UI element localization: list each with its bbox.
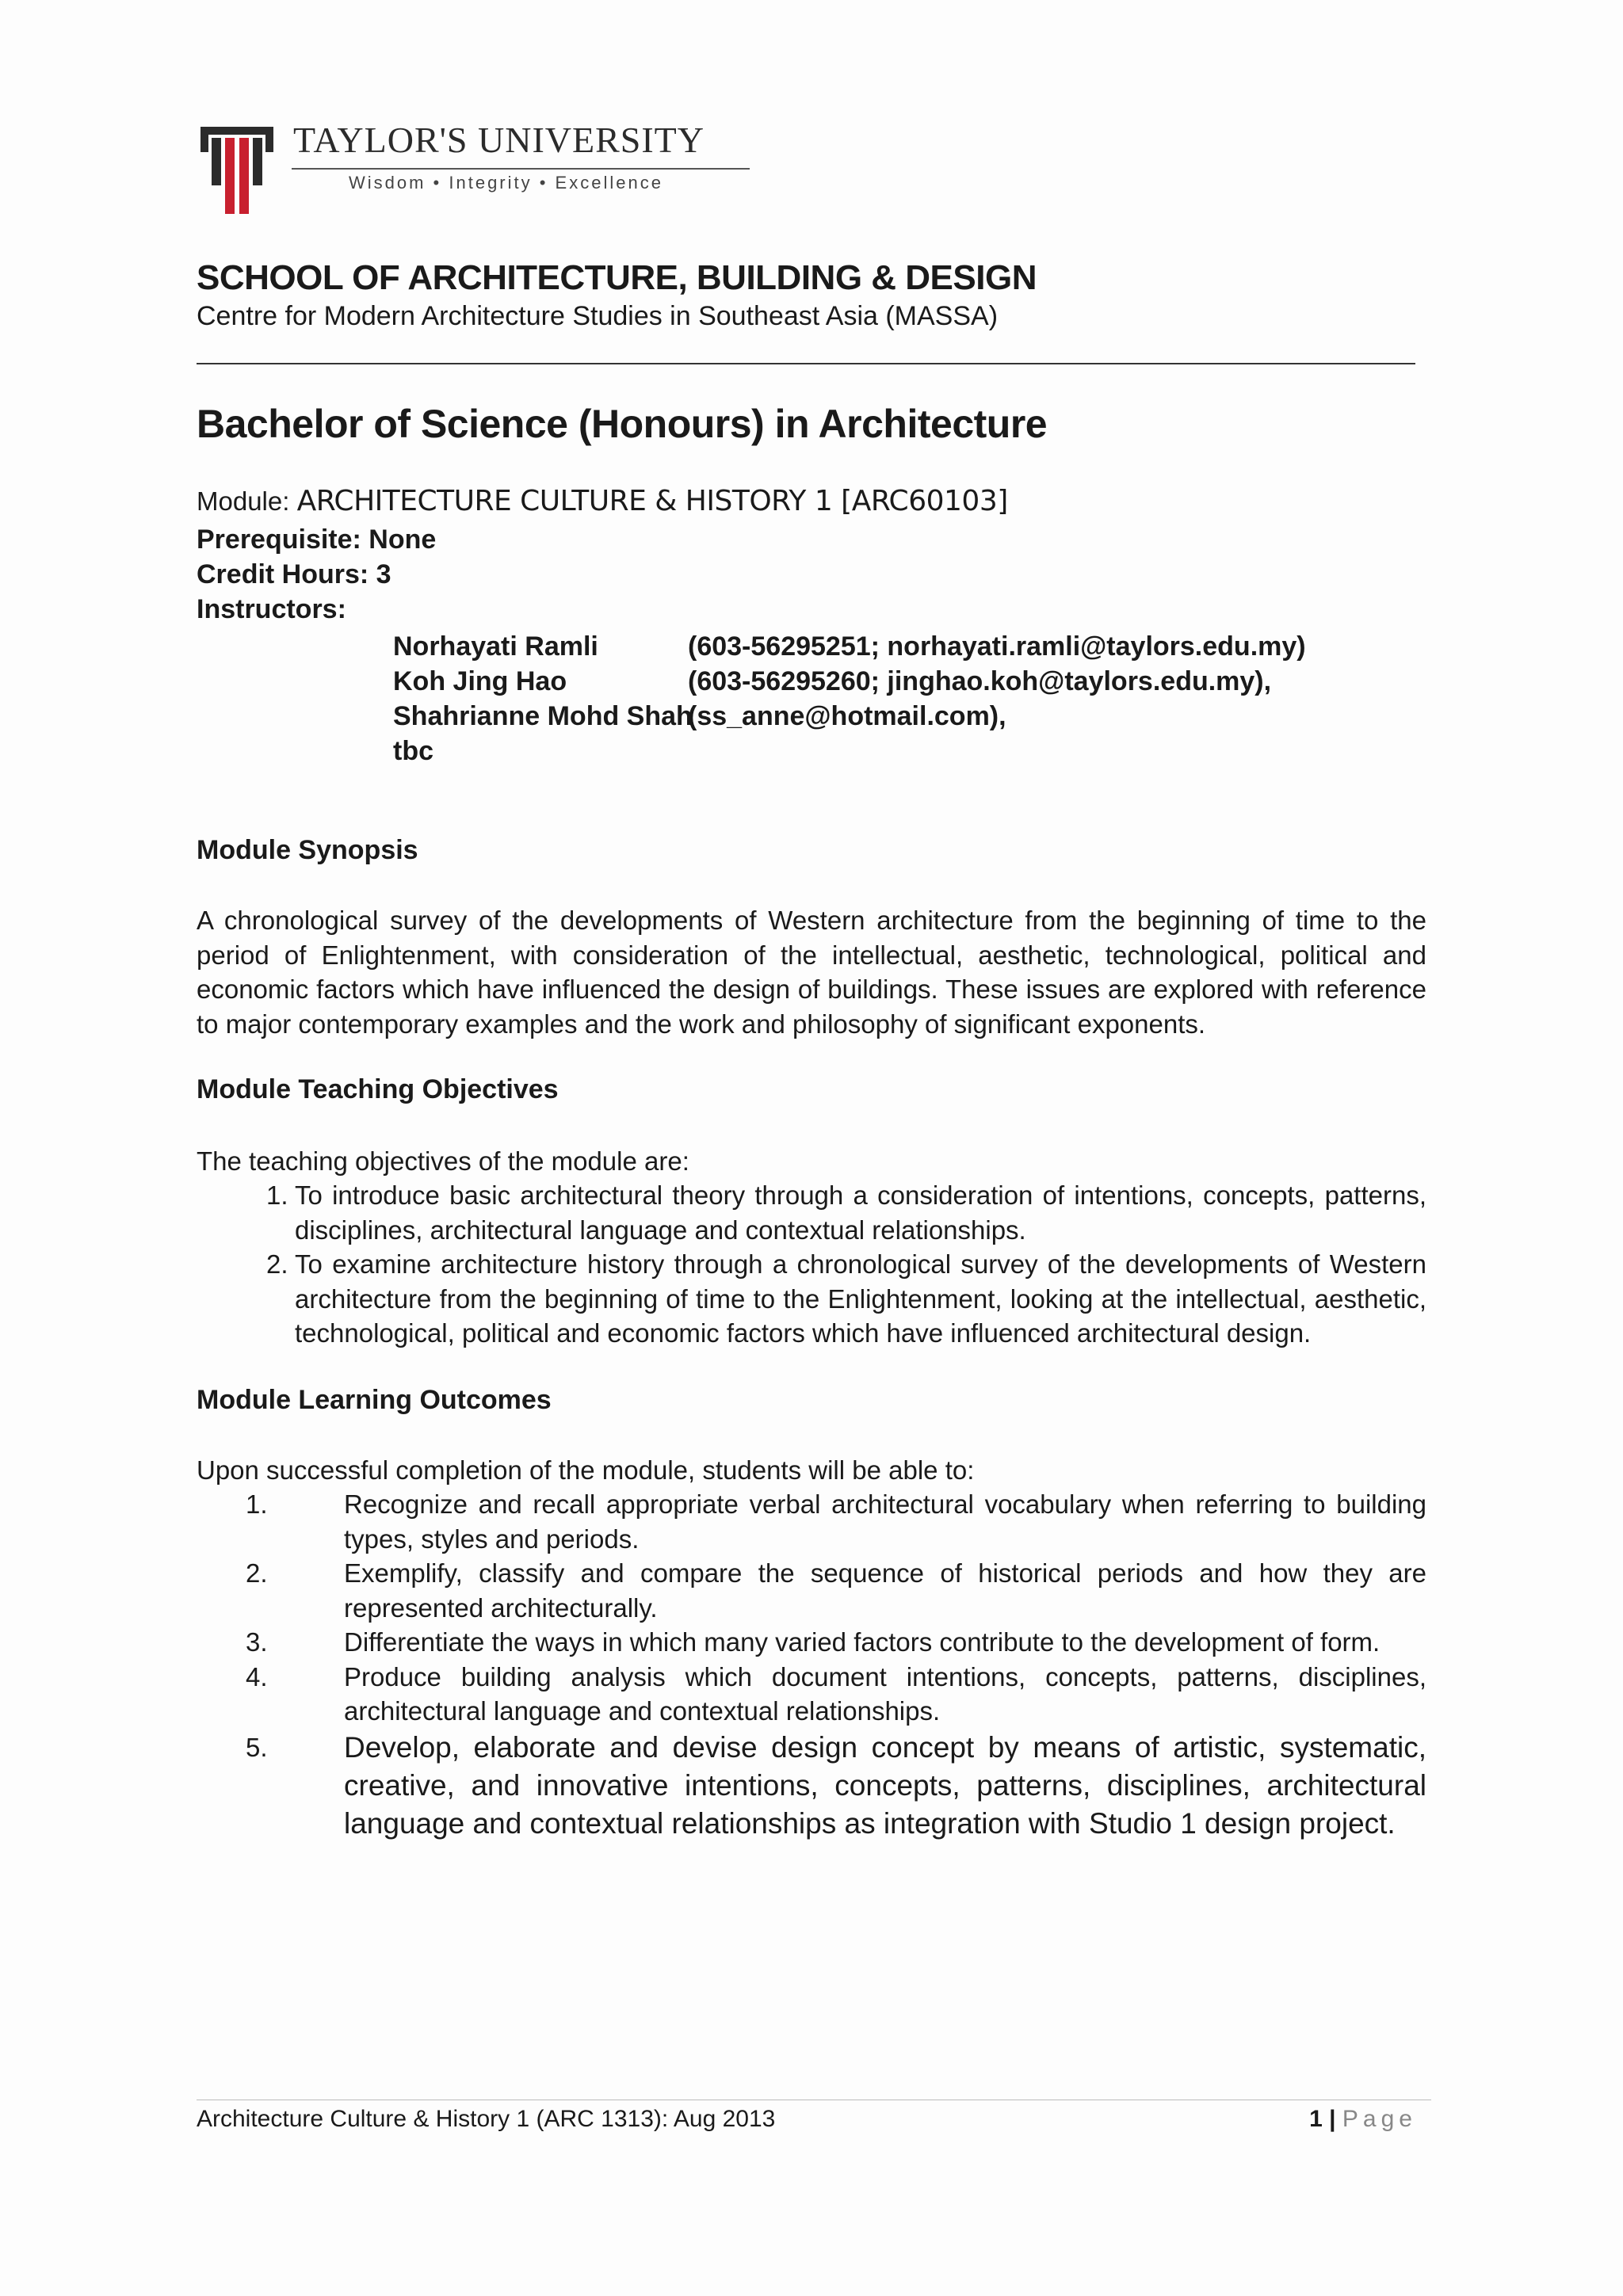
module-name: ARCHITECTURE CULTURE & HISTORY 1 [ARC60103] bbox=[296, 485, 1008, 517]
degree-title: Bachelor of Science (Honours) in Architecture bbox=[197, 402, 1048, 446]
objectives-list bbox=[197, 1178, 1426, 1351]
list-number: 2. bbox=[246, 1558, 268, 1588]
outcomes-list bbox=[197, 1487, 1426, 1843]
instructor-contact: (603-56295260; jinghao.koh@taylors.edu.my), bbox=[688, 666, 1272, 696]
instructors-list bbox=[393, 629, 1306, 769]
instructor-name: Shahrianne Mohd Shah bbox=[393, 701, 693, 731]
page-label: Page bbox=[1342, 2106, 1417, 2132]
list-item bbox=[197, 1625, 1426, 1660]
footer-course-info: Architecture Culture & History 1 (ARC 1313): Aug 2013 bbox=[197, 2106, 776, 2132]
centre-subtitle: Centre for Modern Architecture Studies in Southeast Asia (MASSA) bbox=[197, 301, 999, 331]
list-number: 2. bbox=[266, 1249, 288, 1279]
list-item bbox=[197, 1729, 1426, 1843]
instructor-name: tbc bbox=[393, 736, 433, 766]
instructor-row bbox=[393, 629, 1306, 664]
instructor-row bbox=[393, 699, 1306, 734]
list-text: Recognize and recall appropriate verbal architectural vocabulary when referring to building types, styles and periods. bbox=[344, 1489, 1426, 1554]
list-item bbox=[197, 1660, 1426, 1729]
list-text: Exemplify, classify and compare the sequence of historical periods and how they are represented architecturally. bbox=[344, 1558, 1426, 1623]
synopsis-heading: Module Synopsis bbox=[197, 835, 418, 865]
list-number: 3. bbox=[246, 1627, 268, 1657]
instructor-contact: (ss_anne@hotmail.com), bbox=[688, 701, 1006, 731]
university-name: TAYLOR'S UNIVERSITY bbox=[293, 120, 705, 160]
list-text: Produce building analysis which document intentions, concepts, patterns, disciplines, architectural language and contextual relationships. bbox=[344, 1661, 1426, 1726]
list-number: 4. bbox=[246, 1661, 268, 1691]
school-title: SCHOOL OF ARCHITECTURE, BUILDING & DESIGN bbox=[197, 258, 1037, 297]
university-motto: Wisdom • Integrity • Excellence bbox=[349, 173, 663, 193]
credit-hours: Credit Hours: 3 bbox=[197, 559, 391, 589]
instructors-label: Instructors: bbox=[197, 594, 346, 624]
instructor-name: Koh Jing Hao bbox=[393, 666, 567, 696]
page-number: 1 bbox=[1309, 2106, 1323, 2132]
prerequisite: Prerequisite: None bbox=[197, 524, 437, 555]
list-text: Differentiate the ways in which many varied factors contribute to the development of form. bbox=[344, 1627, 1381, 1657]
list-item bbox=[197, 1178, 1426, 1247]
list-item bbox=[197, 1247, 1426, 1351]
footer-page-info bbox=[1309, 2106, 1417, 2133]
university-logo-icon bbox=[200, 127, 273, 215]
page-separator: | bbox=[1329, 2106, 1336, 2132]
outcomes-intro: Upon successful completion of the module, students will be able to: bbox=[197, 1455, 975, 1485]
instructor-row bbox=[393, 734, 1306, 769]
list-text: Develop, elaborate and devise design concept by means of artistic, systematic, creative, and innovative intentions, concepts, patterns, disciplines, architectural language and contextual relationships as integration with Studio 1 design project. bbox=[344, 1730, 1426, 1840]
module-line bbox=[197, 485, 1008, 517]
instructor-row bbox=[393, 664, 1306, 699]
list-number: 1. bbox=[246, 1489, 268, 1519]
list-item bbox=[197, 1556, 1426, 1625]
list-number: 5. bbox=[246, 1732, 268, 1762]
list-number: 1. bbox=[266, 1180, 288, 1210]
module-label: Module: bbox=[197, 486, 290, 516]
logo-divider bbox=[292, 168, 750, 170]
list-item bbox=[197, 1487, 1426, 1556]
synopsis-text: A chronological survey of the developments of Western architecture from the beginning of time to the period of Enlightenment, with consideration of the intellectual, aesthetic, technological, political and economic factors which have influenced the design of buildings. These issues are explored with reference to major contemporary examples and the work and philosophy of significant exponents. bbox=[197, 906, 1426, 1039]
outcomes-heading: Module Learning Outcomes bbox=[197, 1385, 552, 1415]
list-text: To introduce basic architectural theory through a consideration of intentions, concepts, patterns, disciplines, architectural language and contextual relationships. bbox=[295, 1180, 1426, 1245]
instructor-contact: (603-56295251; norhayati.ramli@taylors.edu.my) bbox=[688, 631, 1306, 662]
objectives-intro: The teaching objectives of the module are: bbox=[197, 1146, 689, 1176]
objectives-heading: Module Teaching Objectives bbox=[197, 1074, 559, 1104]
list-text: To examine architecture history through a chronological survey of the developments of Western architecture from the beginning of time to the Enlightenment, looking at the intellectual, aesthetic, technological, political and economic factors which have influenced architectural design. bbox=[295, 1249, 1426, 1348]
header-divider bbox=[197, 363, 1415, 364]
instructor-name: Norhayati Ramli bbox=[393, 631, 598, 662]
